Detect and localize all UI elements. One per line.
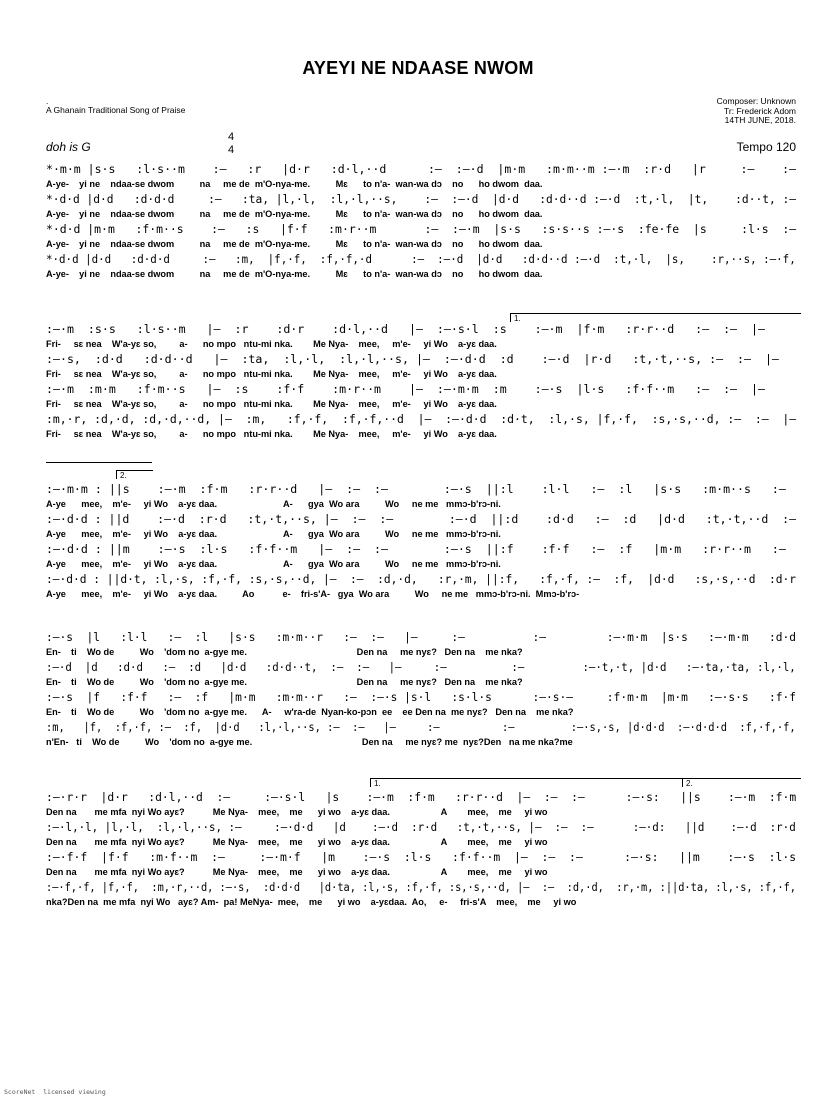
notes-bass: *·d·d |d·d :d·d·d :– :m, |f,·f, :f,·f,·d :– :–·d |d·d :d·d··d :–·d :t,·l, |s, :r,··s, :–·f, <box>46 252 796 266</box>
notes-alto: :–·d·d : ||d :–·d :r·d :t,·t,··s, |– :– :– :–·d ||:d :d·d :– :d |d·d :t,·t,··d :– <box>46 512 797 526</box>
volta-number: 2. <box>120 471 127 480</box>
lyrics-soprano: A-ye mee, m'e- yi Wo a-yɛ daa. A- gya Wo ara Wo ne me mmɔ-b'rɔ-ni. <box>46 499 501 509</box>
subtitle: A Ghanain Traditional Song of Praise <box>46 105 186 115</box>
volta-number: 1. <box>514 314 521 323</box>
lyrics-alto: Den na me mfa nyi Wo ayɛ? Me Nya- mee, me yi wo a-yɛ daa. A mee, me yi wo <box>46 837 548 847</box>
notes-tenor: :–·s |f :f·f :– :f |m·m :m·m··r :– :–·s |s·l :s·l·s :–·s·– :f·m·m |m·m :–·s·s :f·f <box>46 690 797 704</box>
lyrics-soprano: Den na me mfa nyi Wo ayɛ? Me Nya- mee, me yi wo a-yɛ daa. A mee, me yi wo <box>46 807 548 817</box>
notes-alto: :–·l,·l, |l,·l, :l,·l,··s, :– :–·d·d |d :–·d :r·d :t,·t,··s, |– :– :– :–·d: ||d :–·d :r·d <box>46 820 796 834</box>
notes-alto: *·d·d |d·d :d·d·d :– :ta, |l,·l, :l,·l,··s, :– :–·d |d·d :d·d··d :–·d :t,·l, |t, :d··t, :– <box>46 192 797 206</box>
header-dot: . <box>46 96 49 106</box>
volta-number: 1. <box>374 779 381 788</box>
notes-tenor: :–·d·d : ||m :–·s :l·s :f·f··m |– :– :– :–·s ||:f :f·f :– :f |m·m :r·r··m :– <box>46 542 786 556</box>
notes-soprano: :–·r·r |d·r :d·l,··d :– :–·s·l |s :–·m :f·m :r·r··d |– :– :– :–·s: ||s :–·m :f·m <box>46 790 797 804</box>
notes-tenor: :–·m :m·m :f·m··s |– :s :f·f :m·r··m |– :–·m·m :m :–·s |l·s :f·f··m :– :– |– <box>46 382 765 396</box>
lyrics-tenor: En- ti Wo de Wo 'dom no a-gye me. A- w'ra-de Nyan-ko-pɔn ee ee Den na me nyɛ? Den na me nka? <box>46 707 574 717</box>
notes-soprano: :–·s |l :l·l :– :l |s·s :m·m··r :– :– |– :– :– :–·m·m |s·s :–·m·m :d·d <box>46 630 797 644</box>
lyrics-alto: A-ye mee, m'e- yi Wo a-yɛ daa. A- gya Wo ara Wo ne me mmɔ-b'rɔ-ni. <box>46 529 501 539</box>
time-signature-bottom: 4 <box>228 144 235 156</box>
lyrics-soprano: A-ye- yi ne ndaa-se dwom na me de m'O-nya-me. Mɛ to n'a- wan-wa dɔ no ho dwom daa. <box>46 179 543 189</box>
notes-alto: :–·d |d :d·d :– :d |d·d :d·d··t, :– :– |– :– :– :–·t,·t, |d·d :–·ta,·ta, :l,·l, <box>46 660 796 674</box>
volta-number: 2. <box>686 779 693 788</box>
lyrics-tenor: Fri- sɛ nea W'a-yɛ so, a- no mpo ntu-mi nka. Me Nya- mee, m'e- yi Wo a-yɛ daa. <box>46 399 497 409</box>
key-signature: doh is G <box>46 140 91 154</box>
notes-bass: :–·f,·f, |f,·f, :m,·r,··d, :–·s, :d·d·d |d·ta, :l,·s, :f,·f, :s,·s,··d, |– :– :d,·d, :r,·m, :||d·ta, :l,·s, :f,·f, <box>46 880 796 894</box>
lyrics-alto: A-ye- yi ne ndaa-se dwom na me de m'O-nya-me. Mɛ to n'a- wan-wa dɔ no ho dwom daa. <box>46 209 543 219</box>
lyrics-bass: n'En- ti Wo de Wo 'dom no a-gye me. Den na me nyɛ? me nyɛ?Den na me nka?me <box>46 737 573 747</box>
lyrics-soprano: En- ti Wo de Wo 'dom no a-gye me. Den na me nyɛ? Den na me nka? <box>46 647 523 657</box>
volta-bracket-1 <box>510 313 801 322</box>
lyrics-bass: Fri- sɛ nea W'a-yɛ so, a- no mpo ntu-mi nka. Me Nya- mee, m'e- yi Wo a-yɛ daa. <box>46 429 497 439</box>
notes-bass: :m, |f, :f,·f, :– :f, |d·d :l,·l,··s, :– :– |– :– :– :–·s,·s, |d·d·d :–·d·d·d :f,·f,·f, <box>46 720 796 734</box>
date: 14TH JUNE, 2018. <box>724 115 796 125</box>
composer: Composer: Unknown <box>716 96 796 106</box>
lyrics-tenor: A-ye mee, m'e- yi Wo a-yɛ daa. A- gya Wo ara Wo ne me mmɔ-b'rɔ-ni. <box>46 559 501 569</box>
volta-bracket-1 <box>370 778 693 787</box>
notes-soprano: *·m·m |s·s :l·s··m :– :r |d·r :d·l,··d :– :–·d |m·m :m·m··m :–·m :r·d |r :– :– <box>46 162 797 176</box>
lyrics-soprano: Fri- sɛ nea W'a-yɛ so, a- no mpo ntu-mi nka. Me Nya- mee, m'e- yi Wo a-yɛ daa. <box>46 339 497 349</box>
lyrics-alto: En- ti Wo de Wo 'dom no a-gye me. Den na me nyɛ? Den na me nka? <box>46 677 523 687</box>
translator: Tr: Frederick Adom <box>724 106 796 116</box>
lyrics-alto: Fri- sɛ nea W'a-yɛ so, a- no mpo ntu-mi nka. Me Nya- mee, m'e- yi Wo a-yɛ daa. <box>46 369 497 379</box>
tempo: Tempo 120 <box>736 140 796 154</box>
notes-soprano: :–·m :s·s :l·s··m |– :r :d·r :d·l,··d |– :–·s·l :s :–·m |f·m :r·r··d :– :– |– <box>46 322 765 336</box>
volta-bracket-2 <box>682 778 801 787</box>
footer-watermark: ScoreNet licensed viewing <box>4 1088 106 1096</box>
lyrics-tenor: A-ye- yi ne ndaa-se dwom na me de m'O-nya-me. Mɛ to n'a- wan-wa dɔ no ho dwom daa. <box>46 239 543 249</box>
lyrics-tenor: Den na me mfa nyi Wo ayɛ? Me Nya- mee, me yi wo a-yɛ daa. A mee, me yi wo <box>46 867 548 877</box>
time-signature-top: 4 <box>228 131 235 143</box>
notes-bass: :m,·r, :d,·d, :d,·d,··d, |– :m, :f,·f, :f,·f,··d |– :–·d·d :d·t, :l,·s, |f,·f, :s,·s,··d, :– :– |– <box>46 412 797 426</box>
lyrics-bass: A-ye- yi ne ndaa-se dwom na me de m'O-nya-me. Mɛ to n'a- wan-wa dɔ no ho dwom daa. <box>46 269 543 279</box>
notes-soprano: :–·m·m : ||s :–·m :f·m :r·r··d |– :– :– :–·s ||:l :l·l :– :l |s·s :m·m··s :– <box>46 482 786 496</box>
notes-tenor: :–·f·f |f·f :m·f··m :– :–·m·f |m :–·s :l·s :f·f··m |– :– :– :–·s: ||m :–·s :l·s <box>46 850 797 864</box>
page-title: AYEYI NE NDAASE NWOM <box>302 58 534 78</box>
lyrics-bass: A-ye mee, m'e- yi Wo a-yɛ daa. Ao e- fri-s'A- gya Wo ara Wo ne me mmɔ-b'rɔ-ni. Mmɔ-b'rɔ- <box>46 589 580 599</box>
lyrics-bass: nka?Den na me mfa nyi Wo ayɛ? Am- pa! MeNya- mee, me yi wo a-yɛdaa. Ao, e- fri-s'A mee, me yi wo <box>46 897 577 907</box>
volta-bracket-2 <box>116 470 153 479</box>
notes-alto: :–·s, :d·d :d·d··d |– :ta, :l,·l, :l,·l,··s, |– :–·d·d :d :–·d |r·d :t,·t,··s, :– :– |– <box>46 352 779 366</box>
notes-bass: :–·d·d : ||d·t, :l,·s, :f,·f, :s,·s,··d, |– :– :d,·d, :r,·m, ||:f, :f,·f, :– :f, |d·d :s,·s,··d :d·r <box>46 572 797 586</box>
notes-tenor: *·d·d |m·m :f·m··s :– :s |f·f :m·r··m :– :–·m |s·s :s·s··s :–·s :fe·fe |s :l·s :– <box>46 222 797 236</box>
